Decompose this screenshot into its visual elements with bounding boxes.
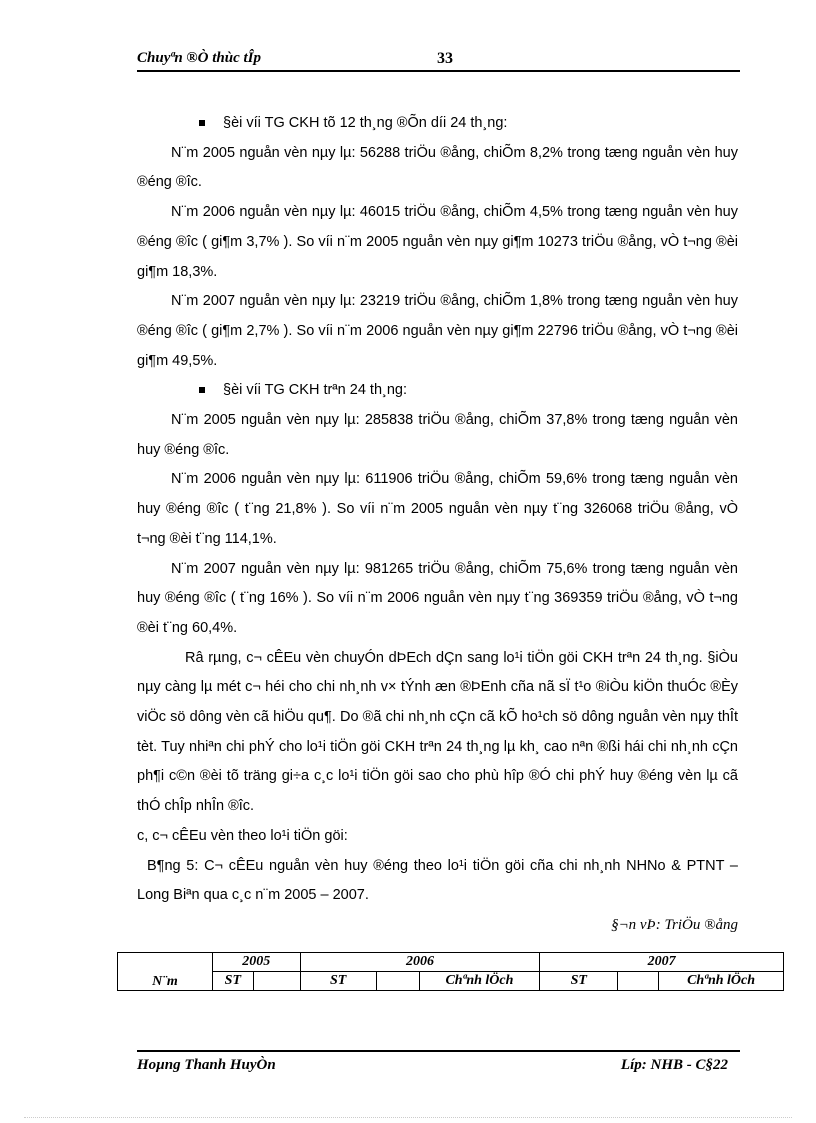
header-title: Chuyªn ®Ò thùc tÎp xyxy=(137,50,261,66)
page-number: 33 xyxy=(437,50,453,67)
col-header-empty xyxy=(618,972,659,991)
footer-class: Líp: NHB - C§22 xyxy=(620,1057,728,1073)
footer-author: Hoµng Thanh HuyÒn xyxy=(137,1057,276,1073)
square-bullet-icon xyxy=(199,120,205,126)
paragraph: N¨m 2005 nguån vèn nµy lµ: 56288 triÖu ®ång, chiÕm 8,2% trong tæng nguån vèn huy ®éng ®îc. xyxy=(137,144,738,191)
col-header-diff: Chªnh lÖch xyxy=(419,972,540,991)
unit-label: §¬n vÞ: TriÖu ®ång xyxy=(611,916,738,933)
section-heading: c, c¬ cÊEu vèn theo lo¹i tiÖn göi: xyxy=(137,827,348,844)
bullet-item: §èi víi TG CKH trªn 24 th¸ng: xyxy=(137,376,738,406)
col-header-st: ST xyxy=(540,972,618,991)
year-header: 2006 xyxy=(300,953,540,972)
year-header: 2005 xyxy=(212,953,300,972)
paragraph: N¨m 2007 nguån vèn nµy lµ: 23219 triÖu ®ång, chiÕm 1,8% trong tæng nguån vèn huy ®éng ®îc ( gi¶m 2,7% ). So víi n¨m 2006 nguån vèn nµy gi¶m 22796 triÖu ®ång, vÒ t¬ng ®èi gi¶m 49,5%. xyxy=(137,293,738,369)
footer-rule xyxy=(137,1050,740,1052)
body-text xyxy=(137,109,738,941)
square-bullet-icon xyxy=(199,387,205,393)
paragraph: N¨m 2005 nguån vèn nµy lµ: 285838 triÖu ®ång, chiÕm 37,8% trong tæng nguån vèn huy ®éng ®îc. xyxy=(137,412,738,458)
header-rule xyxy=(137,70,740,72)
table-caption: B¶ng 5: C¬ cÊEu nguån vèn huy ®éng theo lo¹i tiÖn göi cña chi nh¸nh NHNo & PTNT – Long Biªn qua c¸c n¨m 2005 – 2007. xyxy=(137,857,738,904)
paragraph: N¨m 2007 nguån vèn nµy lµ: 981265 triÖu ®ång, chiÕm 75,6% trong tæng nguån vèn huy ®éng ®îc ( t¨ng 16% ). So víi n¨m 2006 nguån vèn nµy t¨ng 369359 triÖu ®ång, vÒ t¬ng ®èi t¨ng 60,4%. xyxy=(137,560,738,636)
paragraph: Râ rµng, c¬ cÊEu vèn chuyÓn dÞEch dÇn sang lo¹i tiÖn göi CKH trªn 24 th¸ng. §iÒu nµy càng lµ mét c¬ héi cho chi nh¸nh v× tÝnh æn ®ÞEnh cña nã sÏ t¹o ®iÒu kiÖn thuÓc ®Èy viÖc sö dông vèn cã hiÖu qu¶. Do ®ã chi nh¸nh cÇn cã kÕ ho¹ch sö dông nguån vèn nµy thÎt tèt. Tuy nhiªn chi phÝ cho lo¹i tiÖn göi CKH trªn 24 th¸ng lµ kh¸ cao nªn ®ßi hái chi nh¸nh cÇn ph¶i c©n ®èi tõ träng gi÷a c¸c lo¹i tiÖn göi sao cho phù hîp ®Ó chi phÝ huy ®éng vèn lµ cã thÓ chÎp nhÎn ®îc. xyxy=(137,649,738,815)
paragraph: N¨m 2006 nguån vèn nµy lµ: 46015 triÖu ®ång, chiÕm 4,5% trong tæng nguån vèn huy ®éng ®îc ( gi¶m 3,7% ). So víi n¨m 2005 nguån vèn nµy gi¶m 10273 triÖu ®ång, vÒ t¬ng ®èi gi¶m 18,3%. xyxy=(137,204,738,280)
row-header-year: N¨m xyxy=(118,953,213,991)
paragraph: N¨m 2006 nguån vèn nµy lµ: 611906 triÖu ®ång, chiÕm 59,6% trong tæng nguån vèn huy ®éng ®îc ( t¨ng 21,8% ). So víi n¨m 2005 nguån vèn nµy t¨ng 326068 triÖu ®ång, vÒ t¬ng ®èi t¨ng 114,1%. xyxy=(137,471,738,547)
col-header-empty xyxy=(376,972,419,991)
col-header-empty xyxy=(253,972,300,991)
col-header-st: ST xyxy=(212,972,253,991)
data-table xyxy=(117,952,784,991)
col-header-st: ST xyxy=(300,972,376,991)
page-edge-divider xyxy=(24,1117,792,1118)
bullet-item: §èi víi TG CKH tõ 12 th¸ng ®Õn díi 24 th¸ng: xyxy=(137,109,738,139)
col-header-diff: Chªnh lÖch xyxy=(659,972,784,991)
year-header: 2007 xyxy=(540,953,784,972)
